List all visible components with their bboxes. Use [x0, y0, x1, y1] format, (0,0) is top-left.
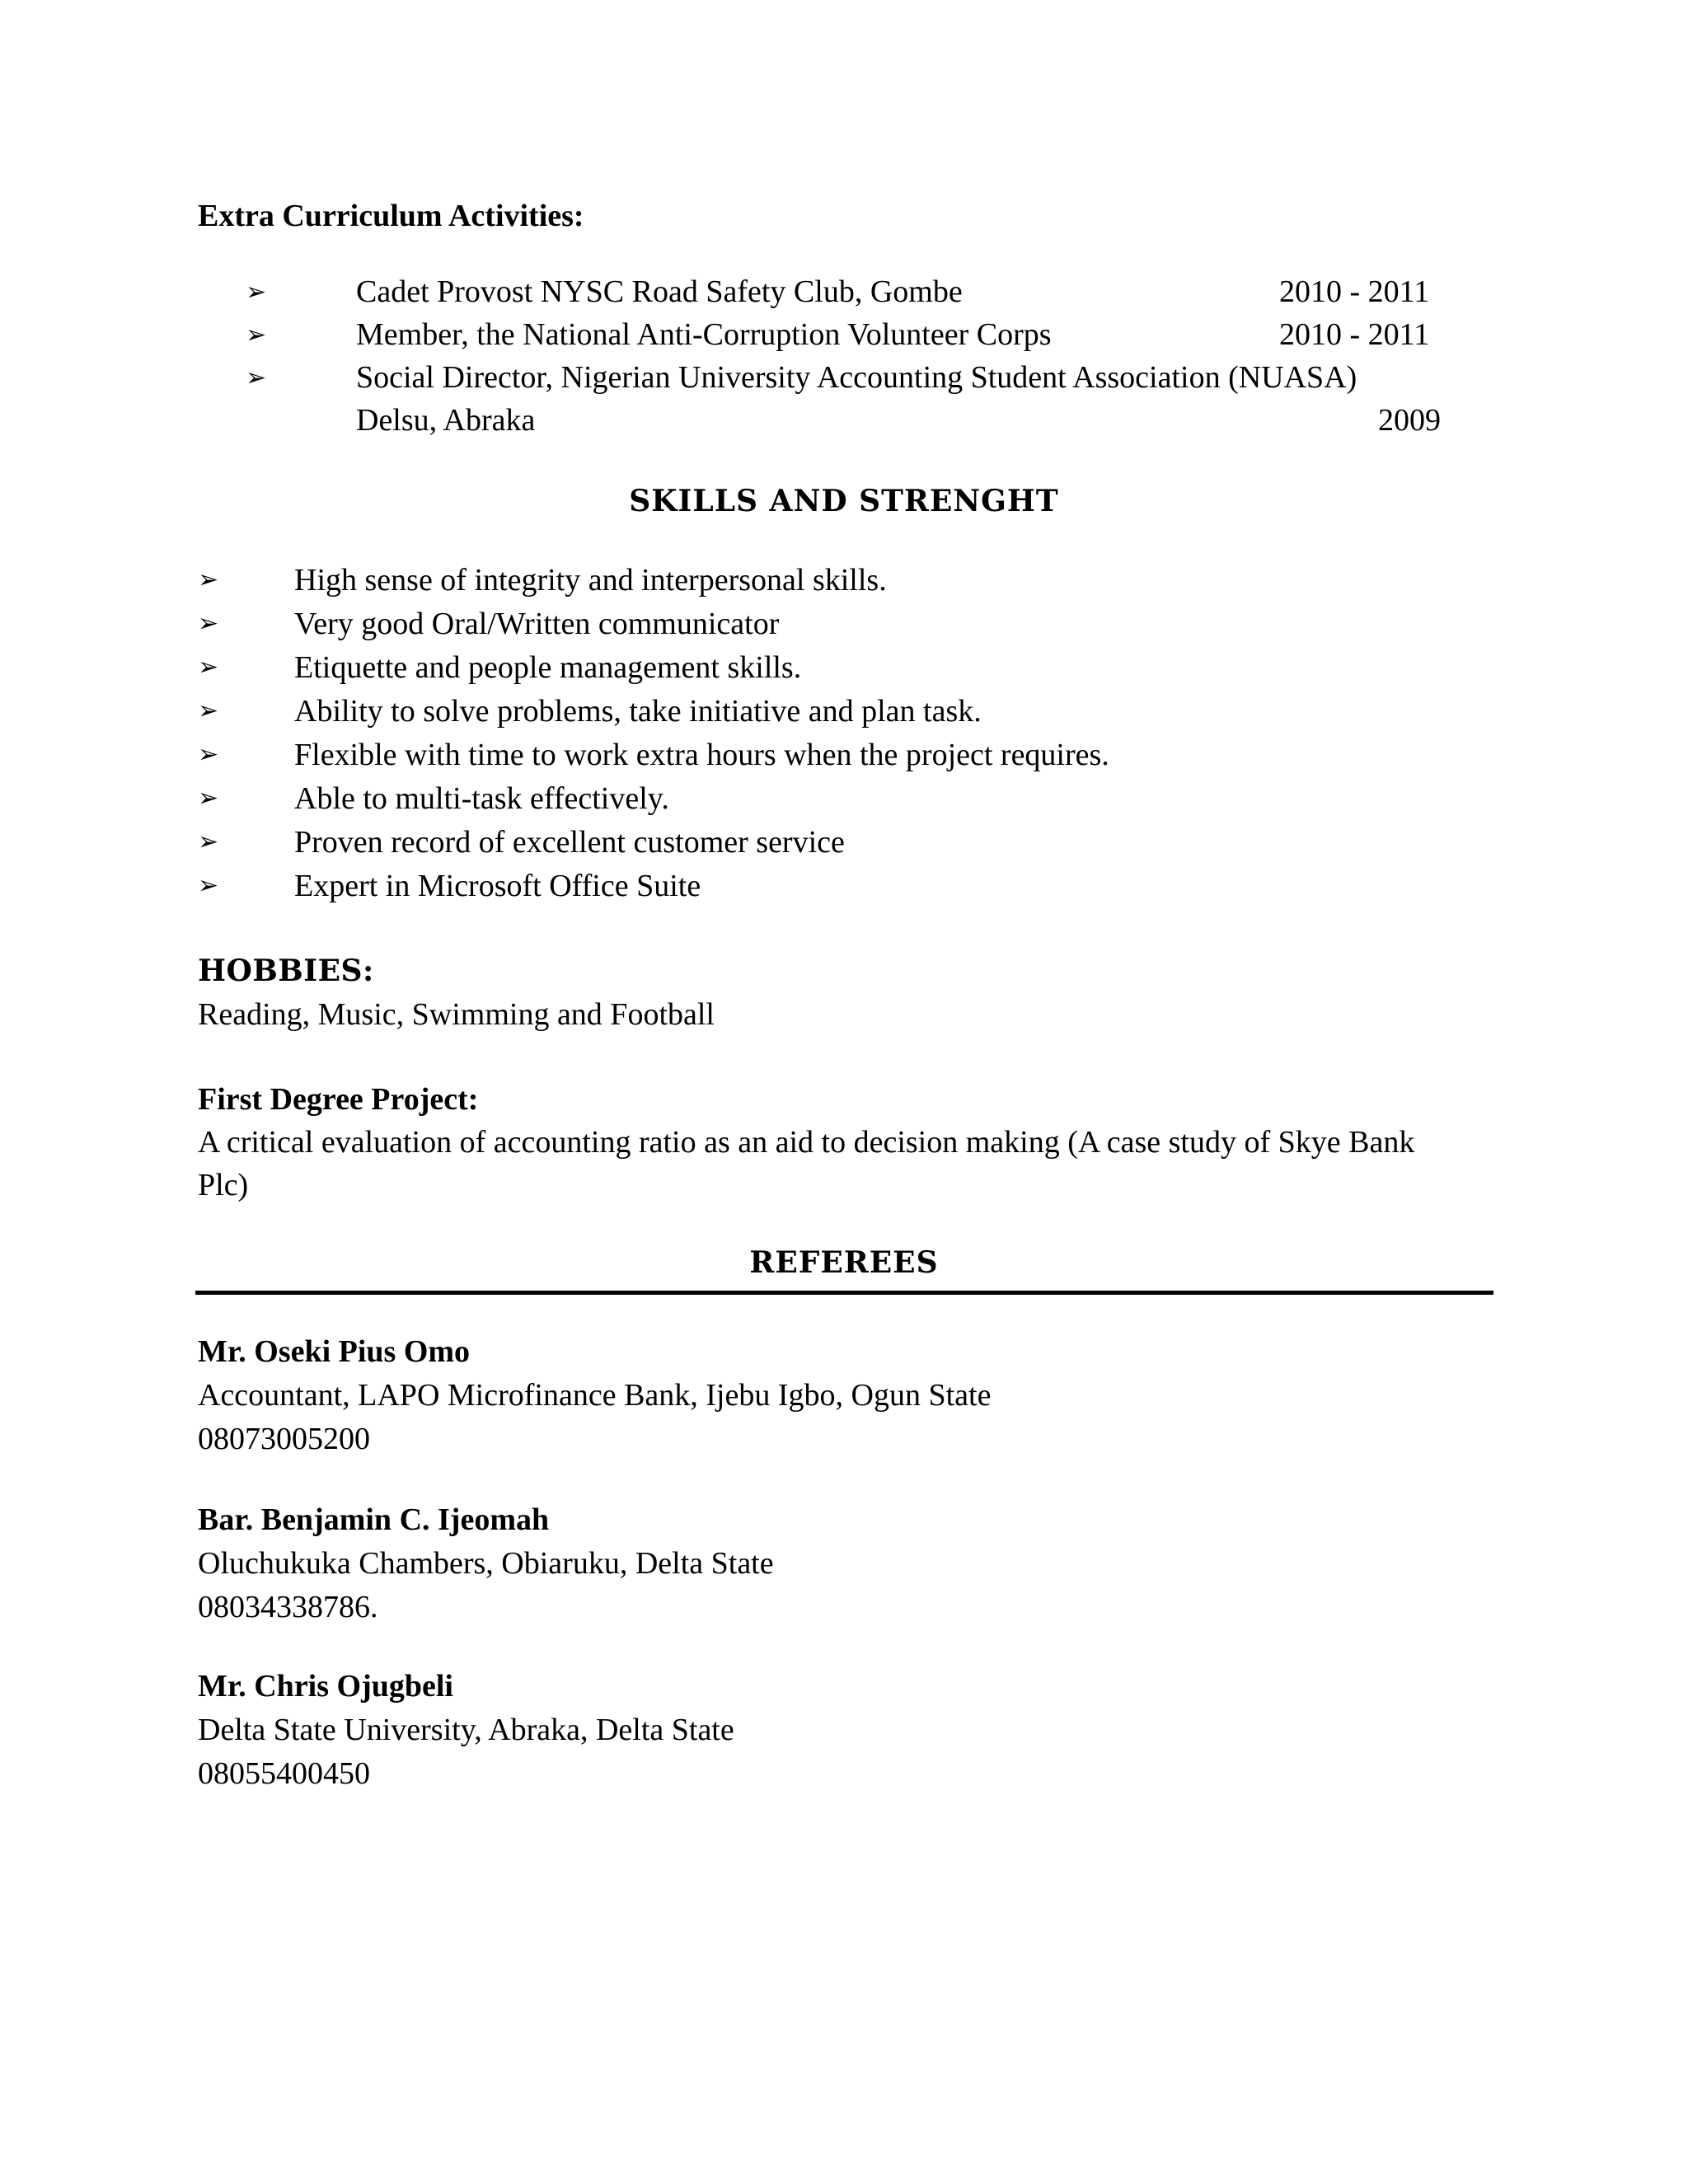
bullet-arrow-icon: ➢ — [198, 871, 219, 900]
project-heading: First Degree Project: — [198, 1082, 479, 1117]
skills-heading: SKILLS AND STRENGHT — [629, 484, 1059, 518]
activity-year: 2009 — [1378, 403, 1441, 438]
referee-detail: Delta State University, Abraka, Delta State — [198, 1713, 734, 1747]
referee-phone: 08055400450 — [198, 1756, 370, 1791]
bullet-arrow-icon: ➢ — [198, 827, 219, 856]
extra-curriculum-heading: Extra Curriculum Activities: — [198, 199, 584, 233]
hobbies-text: Reading, Music, Swimming and Football — [198, 997, 715, 1032]
referee-name: Mr. Chris Ojugbeli — [198, 1669, 453, 1704]
referee-phone: 08073005200 — [198, 1422, 370, 1456]
activity-year: 2010 - 2011 — [1279, 274, 1430, 309]
activity-text: Cadet Provost NYSC Road Safety Club, Gombe — [356, 274, 963, 309]
skill-item: High sense of integrity and interpersonal skills. — [294, 563, 887, 598]
activity-text: Member, the National Anti-Corruption Volunteer Corps — [356, 317, 1052, 352]
skill-item: Very good Oral/Written communicator — [294, 607, 780, 641]
skill-item: Proven record of excellent customer service — [294, 825, 845, 860]
bullet-arrow-icon: ➢ — [198, 609, 219, 638]
bullet-arrow-icon: ➢ — [198, 653, 219, 682]
bullet-arrow-icon: ➢ — [198, 696, 219, 725]
bullet-arrow-icon: ➢ — [198, 740, 219, 769]
skill-item: Able to multi-task effectively. — [294, 781, 669, 816]
hobbies-heading: HOBBIES: — [198, 954, 374, 988]
bullet-arrow-icon: ➢ — [246, 363, 267, 392]
section-divider — [195, 1291, 1493, 1295]
referee-detail: Accountant, LAPO Microfinance Bank, Ijebu Igbo, Ogun State — [198, 1378, 992, 1413]
referee-phone: 08034338786. — [198, 1590, 378, 1624]
bullet-arrow-icon: ➢ — [198, 565, 219, 594]
bullet-arrow-icon: ➢ — [198, 784, 219, 813]
activity-text: Social Director, Nigerian University Accounting Student Association (NUASA) — [356, 360, 1357, 395]
project-line: Plc) — [198, 1168, 249, 1202]
project-line: A critical evaluation of accounting ratio as an aid to decision making (A case study of Skye Bank — [198, 1125, 1415, 1160]
skill-item: Flexible with time to work extra hours when the project requires. — [294, 738, 1109, 772]
referee-detail: Oluchukuka Chambers, Obiaruku, Delta State — [198, 1546, 774, 1581]
bullet-arrow-icon: ➢ — [246, 321, 267, 349]
skill-item: Ability to solve problems, take initiative and plan task. — [294, 694, 982, 729]
bullet-arrow-icon: ➢ — [246, 278, 267, 307]
referee-name: Mr. Oseki Pius Omo — [198, 1334, 471, 1369]
referees-heading: REFEREES — [749, 1245, 939, 1280]
skill-item: Expert in Microsoft Office Suite — [294, 869, 701, 903]
skill-item: Etiquette and people management skills. — [294, 650, 802, 685]
activity-continuation: Delsu, Abraka — [356, 403, 536, 438]
referee-name: Bar. Benjamin C. Ijeomah — [198, 1502, 550, 1537]
activity-year: 2010 - 2011 — [1279, 317, 1430, 352]
